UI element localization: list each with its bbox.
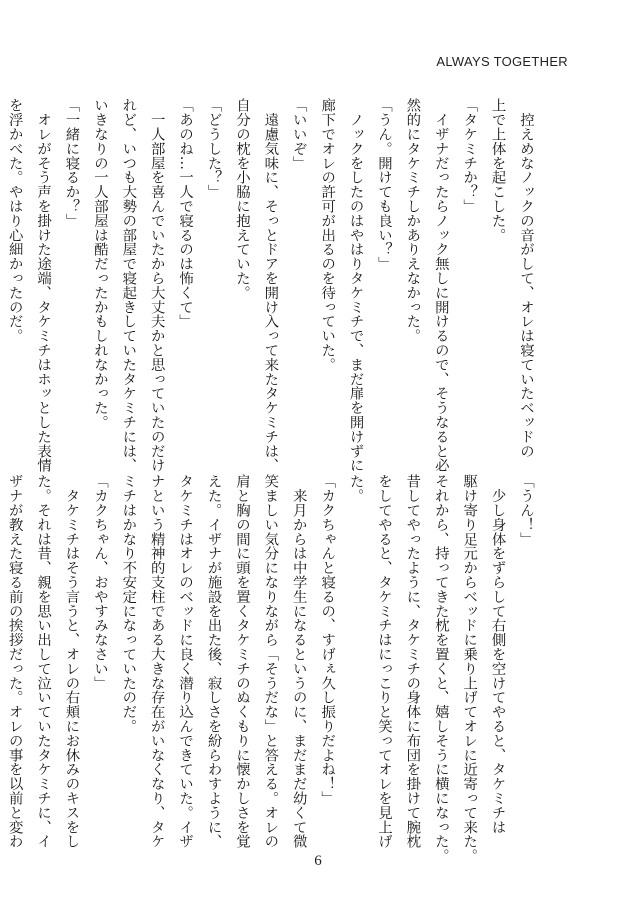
text-line: た。 [347, 474, 364, 503]
text-line: 「タケミチか？」 [461, 98, 478, 214]
text-line: 来月からは中学生になるというのに、まだまだ幼くて微 [290, 474, 307, 849]
text-line: 「うん。開けても良い？」 [375, 98, 392, 271]
text-line: 笑ましい気分になりながら「そうだな」と答える。オレの [262, 474, 279, 849]
text-line: ザナが教えた寝る前の挨拶だった。オレの事を以前と変わ [6, 474, 23, 849]
text-line: えた。イザナが施設を出た後、寂しさを紛らわすように、 [205, 474, 222, 849]
text-line: 「いいぞ」 [290, 98, 307, 170]
text-line: 「カクちゃん、おやすみなさい」 [91, 474, 108, 690]
text-line: イザナだったらノック無しに開けるので、そうなると必 [432, 98, 449, 473]
text-line: 上で上体を起こした。 [489, 98, 506, 242]
text-line: オレがそう声を掛けた途端、タケミチはホッとした表情 [35, 98, 52, 473]
text-line: 「カクちゃんと寝るの、すげぇ久し振りだよね！」 [319, 474, 336, 806]
text-line: 然的にタケミチしかありえなかった。 [404, 98, 421, 343]
text-line: 自分の枕を小脇に抱えていた。 [233, 98, 250, 300]
text-line: 「あのね…一人で寝るのは怖くて」 [177, 98, 194, 329]
text-line: 廊下でオレの許可が出るのを待っていた。 [319, 98, 336, 372]
text-line: 少し身体をずらして右側を空けてやると、タケミチは [489, 474, 506, 834]
text-block-bottom [6, 474, 540, 863]
text-line: をしてやると、タケミチはにっこりと笑ってオレを見上げ [375, 474, 392, 849]
text-line: 控えめなノックの音がして、オレは寝ていたベッドの [518, 98, 534, 458]
text-line: 一人部屋を喜んでいたから大丈夫かと思っていたのだけ [148, 98, 165, 473]
text-line: タケミチはそう言うと、オレの右頬にお休みのキスをし [63, 474, 80, 849]
text-line: 駆け寄り足元からベッドに乗り上げてオレに近寄って来た。 [461, 474, 478, 863]
text-line: 肩と胸の間に頭を置くタケミチのぬくもりに懐かしさを覚 [233, 474, 250, 849]
running-header: ALWAYS TOGETHER [436, 54, 568, 69]
text-line: 「うん！」 [518, 474, 534, 546]
page-number: 6 [314, 853, 322, 869]
text-line: ナという精神的支柱である大きな存在がいなくなり、タケ [148, 474, 165, 849]
text-line: ノックをしたのはやはりタケミチで、まだ扉を開けずに [347, 98, 364, 473]
text-line: 昔してやったように、タケミチの身体に布団を掛けて腕枕 [404, 474, 421, 849]
text-line: れど、いつも大勢の部屋で寝起きしていたタケミチには、 [120, 98, 137, 473]
text-line: 「一緒に寝るか？」 [63, 98, 80, 228]
text-block-top [6, 98, 540, 473]
text-line: 遠慮気味に、そっとドアを開け入って来たタケミチは、 [262, 98, 279, 473]
text-line: ミチはかなり不安定になっていたのだ。 [120, 474, 137, 734]
text-line: タケミチはオレのベッドに良く潜り込んできていた。イザ [177, 474, 194, 849]
text-line: た。それは昔、親を思い出して泣いていたタケミチに、イ [35, 474, 52, 849]
text-line: を浮かべた。やはり心細かったのだ。 [6, 98, 23, 343]
text-line: いきなりの一人部屋は酷だったかもしれなかった。 [91, 98, 108, 430]
text-line: それから、持ってきた枕を置くと、嬉しそうに横になった。 [432, 474, 449, 863]
text-line: 「どうした？」 [205, 98, 222, 199]
